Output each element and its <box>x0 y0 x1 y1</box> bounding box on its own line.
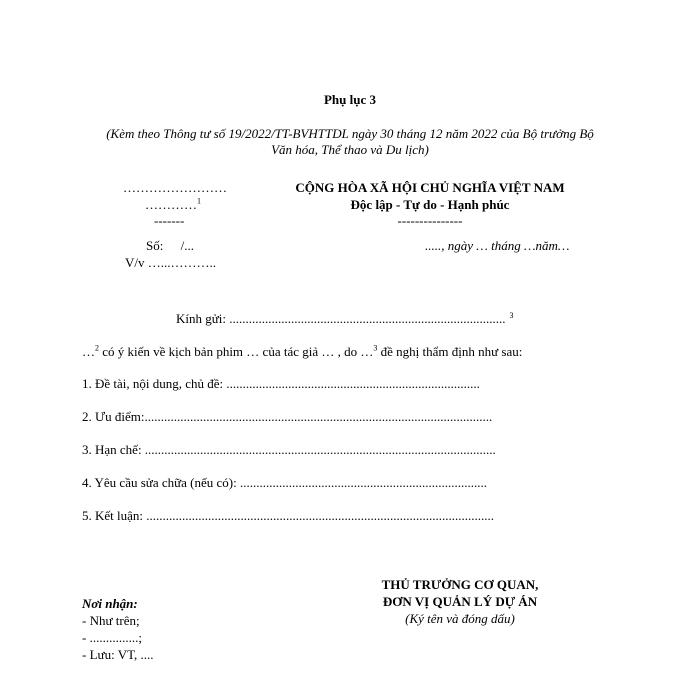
national-motto: Độc lập - Tự do - Hạnh phúc <box>350 197 510 212</box>
nation-title: CỘNG HÒA XÃ HỘI CHỦ NGHĨA VIỆT NAM <box>295 180 565 195</box>
subject-line: V/v …...……….. <box>125 255 216 270</box>
right-divider: --------------- <box>397 213 463 228</box>
recipient-item: - ...............; <box>82 630 142 645</box>
footnote-ref-2: 2 <box>95 343 99 353</box>
recipients-title: Nơi nhận: <box>82 596 138 611</box>
date-line: ....., ngày … tháng …năm… <box>425 238 570 253</box>
item-topic: 1. Đề tài, nội dung, chủ đề: .............................................................................. <box>82 376 480 391</box>
left-divider: ------- <box>154 213 185 228</box>
attachment-line-1: (Kèm theo Thông tư số 19/2022/TT-BVHTTDL ngày 30 tháng 12 năm 2022 của Bộ trưởng Bộ <box>106 126 594 141</box>
signature-note: (Ký tên và đóng dấu) <box>405 611 515 626</box>
agency-name-dots: ………… <box>145 197 197 212</box>
item-revision-requests: 4. Yêu cầu sửa chữa (nếu có): ............................................................................ <box>82 475 487 490</box>
number-value: /... <box>180 238 194 253</box>
recipient-dots: ..................................................................................... <box>226 311 506 326</box>
item-conclusion: 5. Kết luận: ........................................................................................................... <box>82 508 495 523</box>
intro-paragraph <box>82 344 522 360</box>
footnote-ref-3: 3 <box>509 310 514 320</box>
footnote-ref-1: 1 <box>197 196 201 206</box>
recipient-item: - Lưu: VT, .... <box>82 647 154 662</box>
item-limitations: 3. Hạn chế: ............................................................................................................ <box>82 442 496 457</box>
document-number <box>146 238 194 254</box>
signature-title-line-2: ĐƠN VỊ QUẢN LÝ DỰ ÁN <box>382 594 538 609</box>
item-strengths: 2. Ưu điểm:........................................................................................................... <box>82 409 493 424</box>
intro-middle: có ý kiến về kịch bản phim … của tác giả … , do … <box>99 344 374 359</box>
recipient-item: - Như trên; <box>82 613 140 628</box>
footnote-ref-3b: 3 <box>373 343 378 353</box>
recipient-label: Kính gửi: <box>176 311 227 326</box>
signature-title-line-1: THỦ TRƯỞNG CƠ QUAN, <box>381 577 539 592</box>
agency-name-line-1: …………………… <box>123 180 227 195</box>
intro-start: … <box>82 344 95 359</box>
attachment-line-2: Văn hóa, Thể thao và Du lịch) <box>271 142 429 157</box>
recipient-line <box>176 311 514 327</box>
appendix-title: Phụ lục 3 <box>323 92 376 107</box>
agency-name-line-2 <box>145 197 201 213</box>
intro-end: đề nghị thẩm định như sau: <box>377 344 523 359</box>
number-label: Số: <box>146 238 164 253</box>
